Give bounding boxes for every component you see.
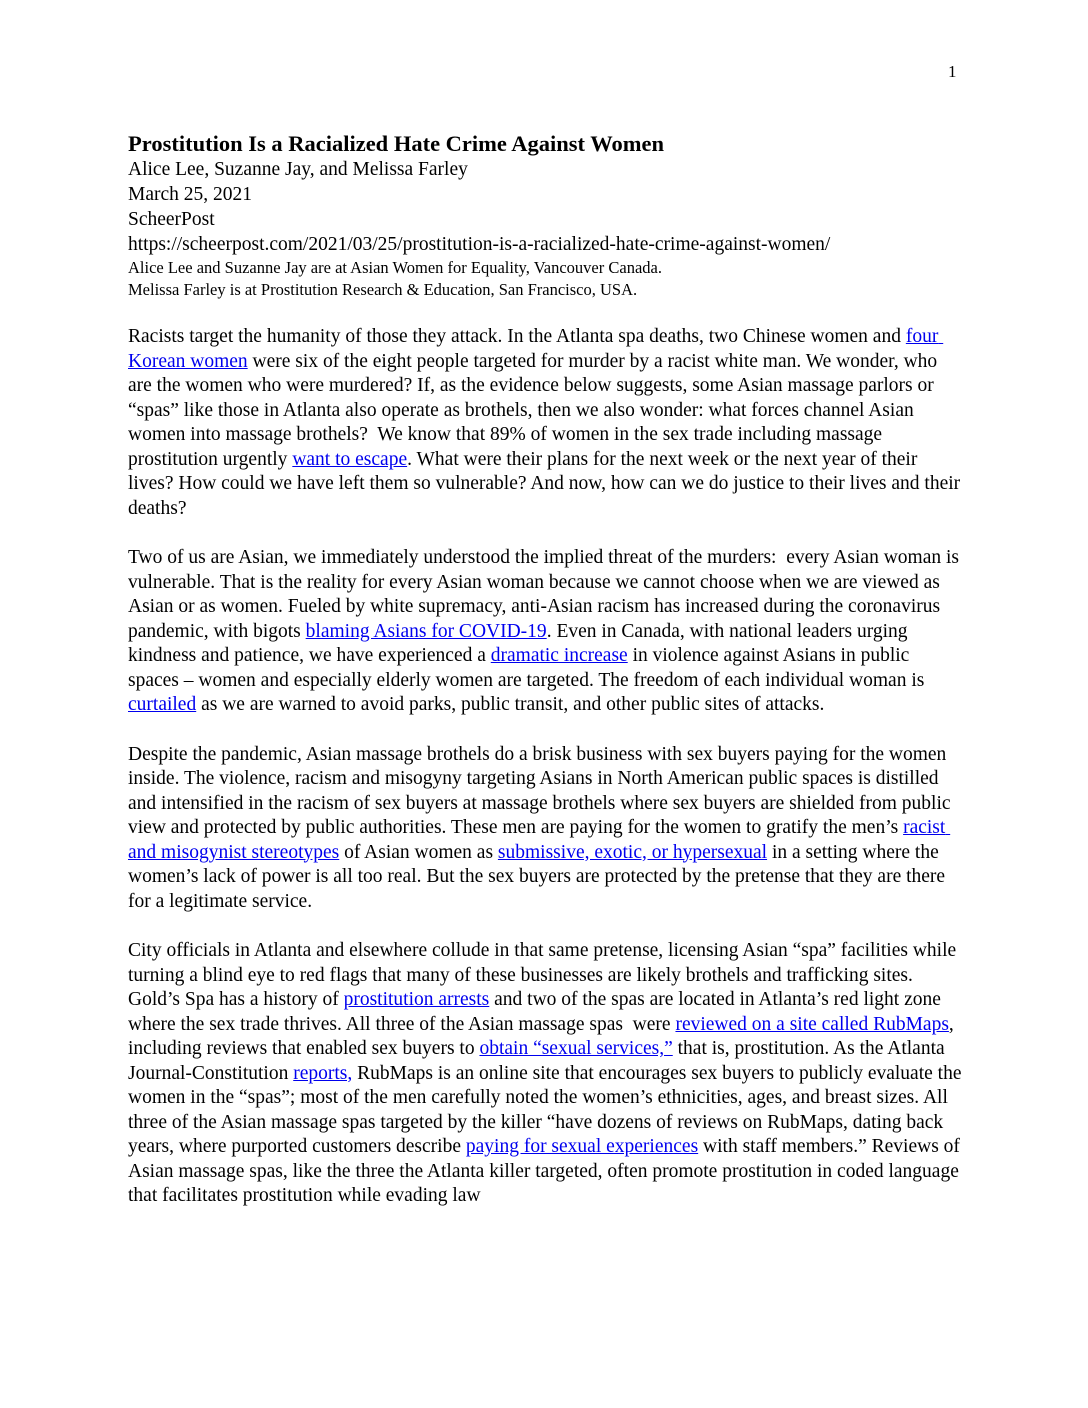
text-run: City officials in Atlanta and elsewhere collude in that same pretense, licensing Asian “spa” facilities while turning a blind eye to red flags that many of these businesses are likely brothels and trafficking sites. Gold’s Spa has a history of bbox=[128, 940, 962, 1010]
byline: Alice Lee, Suzanne Jay, and Melissa Farley bbox=[128, 159, 468, 180]
text-run: that is, prostitution. As the Atlanta Journal-Constitution bbox=[128, 1038, 950, 1084]
text-run: Racists target the humanity of those they attack. In the Atlanta spa deaths, two Chinese women and bbox=[128, 326, 906, 347]
affiliation-line-1: Alice Lee and Suzanne Jay are at Asian Women for Equality, Vancouver Canada. bbox=[128, 258, 662, 277]
inline-link[interactable]: reviewed on a site called RubMaps bbox=[675, 1013, 949, 1035]
publication-name: ScheerPost bbox=[128, 209, 215, 230]
document-content bbox=[128, 130, 967, 1209]
date-line: March 25, 2021 bbox=[128, 184, 253, 205]
page-number: 1 bbox=[948, 62, 957, 81]
inline-link[interactable]: want to escape bbox=[292, 448, 408, 470]
article-url: https://scheerpost.com/2021/03/25/prostitution-is-a-racialized-hate-crime-against-women/ bbox=[128, 234, 831, 255]
text-run: as we are warned to avoid parks, public transit, and other public sites of attacks. bbox=[196, 694, 825, 715]
inline-link[interactable]: paying for sexual experiences bbox=[465, 1136, 699, 1157]
inline-link[interactable]: racist and misogynist stereotypes bbox=[128, 817, 951, 863]
inline-link[interactable]: four Korean women bbox=[128, 326, 944, 372]
text-run: . What were their plans for the next week or the next year of their lives? How could we have left them so vulnerable? And now, how can we do justice to their lives and their deaths? bbox=[128, 448, 966, 519]
text-run: were six of the eight people targeted for murder by a racist white man. We wonder, who are the women who were murdered? If, as the evidence below suggests, some Asian massage parlors or “spas” like those in Atlanta also operate as brothels, then we also wonder: what forces channel Asian women into massage brothels? We know that 89% of women in the sex trade including massage prostitution urgently bbox=[128, 350, 943, 470]
text-run: . Even in Canada, with national leaders urging kindness and patience, we have experienced a bbox=[128, 620, 913, 666]
text-run: , including reviews that enabled sex buyers to bbox=[128, 1013, 959, 1059]
text-run: of Asian women as bbox=[339, 841, 498, 863]
text-run: RubMaps is an online site that encourages sex buyers to publicly evaluate the women in the “spas”; most of the men carefully noted the women’s ethnicities, ages, and breast sizes. All three of the Asian massage spas targeted by the killer “have dozens of reviews on RubMaps, dating back years, where purported customers describe bbox=[128, 1062, 967, 1157]
inline-link[interactable]: prostitution arrests bbox=[343, 989, 490, 1010]
text-run: Despite the pandemic, Asian massage brothels do a brisk business with sex buyers paying for the women inside. The violence, racism and misogyny targeting Asians in North American public spaces is distilled and intensified in the racism of sex buyers at massage brothels where sex buyers are shielded from public view and protected by public authorities. These men are paying for the women to gratify the men’s bbox=[128, 743, 956, 838]
text-run: Two of us are Asian, we immediately understood the implied threat of the murders: every Asian woman is vulnerable. That is the reality for every Asian woman because we cannot choose when we are viewed as Asian or as women. Fueled by white supremacy, anti-Asian racism has increased during the coronavirus pandemic, with bigots bbox=[128, 547, 964, 642]
text-run: and two of the spas are located in Atlanta’s red light zone where the sex trade thrives. All three of the Asian massage spas were bbox=[128, 989, 946, 1035]
affiliation-line-2: Melissa Farley is at Prostitution Research & Education, San Francisco, USA. bbox=[128, 279, 638, 299]
paragraph-2 bbox=[128, 546, 964, 718]
paragraph-4 bbox=[128, 939, 967, 1209]
text-run: with staff members.” Reviews of Asian massage spas, like the three the Atlanta killer targeted, often promote prostitution in coded language that facilitates prostitution while evading law bbox=[128, 1136, 964, 1206]
inline-link[interactable]: submissive, exotic, or hypersexual bbox=[497, 841, 768, 863]
inline-link[interactable]: curtailed bbox=[128, 694, 197, 715]
inline-link[interactable]: dramatic increase bbox=[490, 645, 628, 666]
article-title: Prostitution Is a Racialized Hate Crime Against Women bbox=[128, 131, 665, 156]
text-run: in violence against Asians in public spaces – women and especially elderly women are targeted. The freedom of each individual woman is bbox=[128, 645, 930, 691]
paragraph-1 bbox=[128, 325, 964, 521]
inline-link[interactable]: obtain “sexual services,” bbox=[479, 1038, 673, 1059]
inline-link[interactable]: blaming Asians for COVID-19 bbox=[305, 620, 547, 642]
inline-link[interactable]: reports, bbox=[293, 1062, 353, 1084]
paragraph-3 bbox=[128, 743, 964, 915]
text-run: in a setting where the women’s lack of power is all too real. But the sex buyers are protected by the pretense that they are there for a legitimate service. bbox=[128, 841, 950, 912]
